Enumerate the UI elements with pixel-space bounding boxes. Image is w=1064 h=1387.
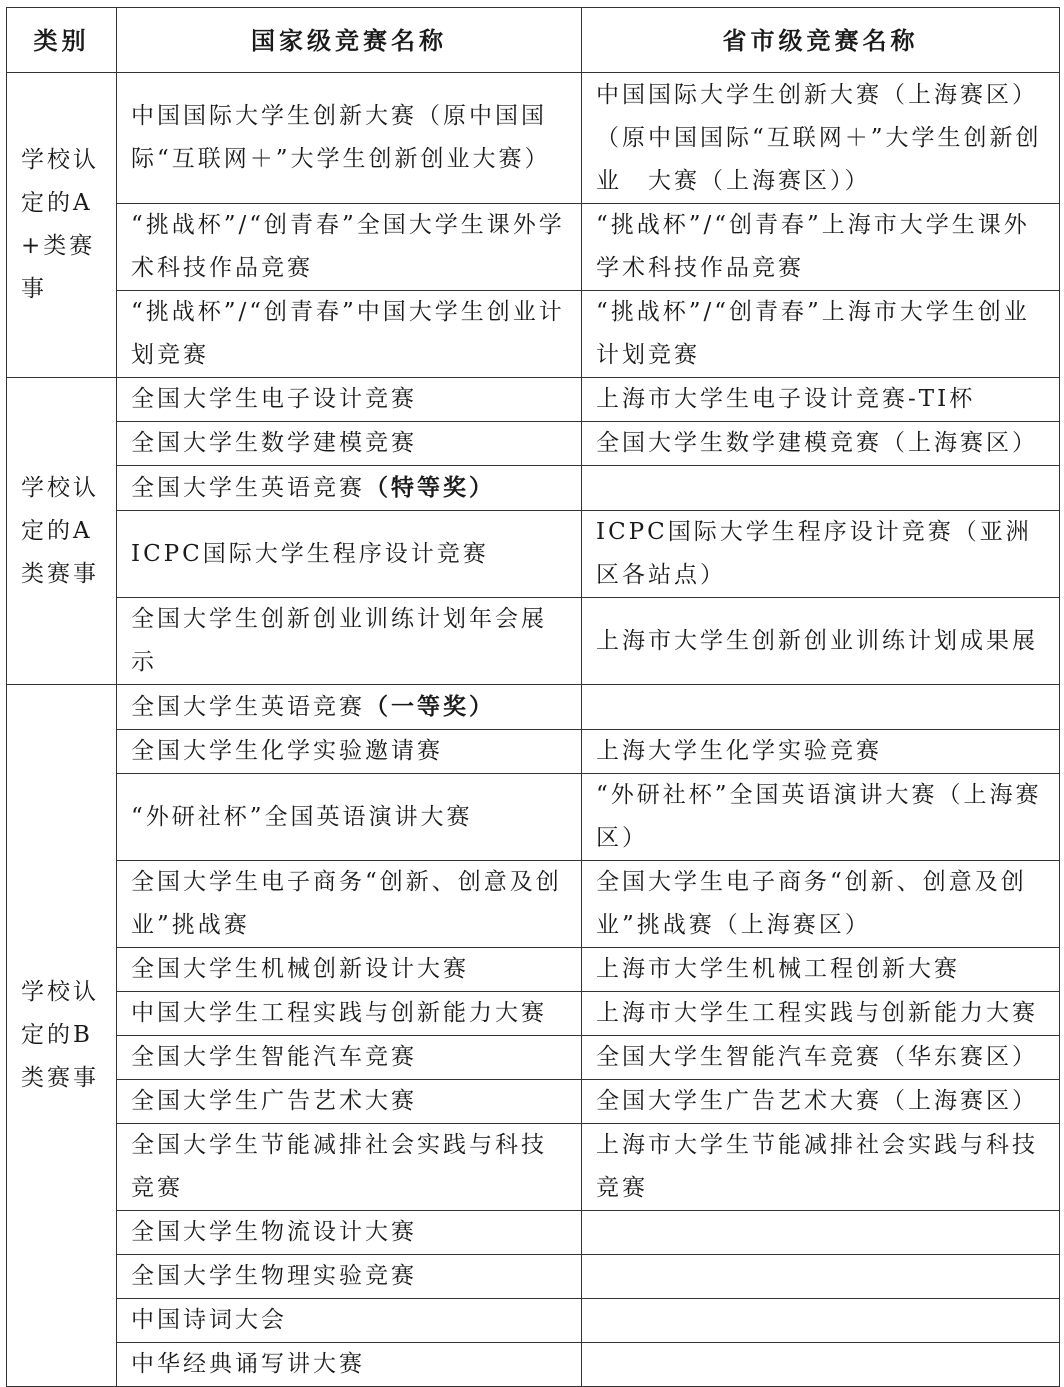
provincial-name: “挑战杯”/“创青春”上海市大学生创业计划竞赛	[582, 291, 1060, 378]
national-name: 全国大学生数学建模竞赛	[117, 422, 582, 466]
national-name: 全国大学生物理实验竞赛	[117, 1255, 582, 1299]
provincial-name: 全国大学生电子商务“创新、创意及创业”挑战赛（上海赛区）	[582, 861, 1060, 948]
table-row	[7, 422, 1060, 466]
national-name: 全国大学生节能减排社会实践与科技竞赛	[117, 1124, 582, 1211]
provincial-name: 全国大学生数学建模竞赛（上海赛区）	[582, 422, 1060, 466]
table-row	[7, 204, 1060, 291]
table-row	[7, 1080, 1060, 1124]
category-b: 学校认定的B类赛事	[7, 685, 117, 1387]
header-row	[7, 8, 1060, 73]
table-row	[7, 1255, 1060, 1299]
table-row	[7, 861, 1060, 948]
provincial-name	[582, 1255, 1060, 1299]
table-row	[7, 948, 1060, 992]
national-name: 全国大学生电子商务“创新、创意及创业”挑战赛	[117, 861, 582, 948]
provincial-name: 全国大学生广告艺术大赛（上海赛区）	[582, 1080, 1060, 1124]
table-row	[7, 1299, 1060, 1343]
provincial-name: 中国国际大学生创新大赛（上海赛区）（原中国国际“互联网＋”大学生创新创业 大赛（上海赛区））	[582, 73, 1060, 204]
provincial-name: “挑战杯”/“创青春”上海市大学生课外学术科技作品竞赛	[582, 204, 1060, 291]
national-name: “挑战杯”/“创青春”中国大学生创业计划竞赛	[117, 291, 582, 378]
provincial-name: 上海市大学生工程实践与创新能力大赛	[582, 992, 1060, 1036]
category-a-plus: 学校认定的A+类赛事	[7, 73, 117, 378]
national-name: 全国大学生电子设计竞赛	[117, 378, 582, 422]
national-name: 全国大学生广告艺术大赛	[117, 1080, 582, 1124]
national-name: 全国大学生英语竞赛（特等奖）	[117, 466, 582, 511]
national-name: 全国大学生英语竞赛（一等奖）	[117, 685, 582, 730]
provincial-name: 上海大学生化学实验竞赛	[582, 730, 1060, 774]
table-row	[7, 598, 1060, 685]
provincial-name	[582, 1211, 1060, 1255]
national-name: “挑战杯”/“创青春”全国大学生课外学术科技作品竞赛	[117, 204, 582, 291]
table-row	[7, 1343, 1060, 1387]
table-row	[7, 992, 1060, 1036]
provincial-name: 全国大学生智能汽车竞赛（华东赛区）	[582, 1036, 1060, 1080]
national-name: 全国大学生化学实验邀请赛	[117, 730, 582, 774]
table-row	[7, 291, 1060, 378]
table-row	[7, 466, 1060, 511]
national-name: “外研社杯”全国英语演讲大赛	[117, 774, 582, 861]
competition-table	[6, 7, 1060, 1387]
table-row	[7, 685, 1060, 730]
header-category: 类别	[7, 8, 117, 73]
provincial-name	[582, 466, 1060, 511]
header-national: 国家级竞赛名称	[117, 8, 582, 73]
national-name: 中国诗词大会	[117, 1299, 582, 1343]
provincial-name	[582, 1299, 1060, 1343]
table-row	[7, 378, 1060, 422]
table-row	[7, 73, 1060, 204]
table-row	[7, 511, 1060, 598]
national-name: 中华经典诵写讲大赛	[117, 1343, 582, 1387]
table-row	[7, 1124, 1060, 1211]
national-name: 全国大学生物流设计大赛	[117, 1211, 582, 1255]
header-provincial: 省市级竞赛名称	[582, 8, 1060, 73]
national-name: 全国大学生创新创业训练计划年会展示	[117, 598, 582, 685]
table-row	[7, 774, 1060, 861]
provincial-name: 上海市大学生电子设计竞赛-TI杯	[582, 378, 1060, 422]
national-name: 全国大学生智能汽车竞赛	[117, 1036, 582, 1080]
national-name: 全国大学生机械创新设计大赛	[117, 948, 582, 992]
provincial-name	[582, 1343, 1060, 1387]
national-name: 中国国际大学生创新大赛（原中国国际“互联网＋”大学生创新创业大赛）	[117, 73, 582, 204]
table-row	[7, 730, 1060, 774]
provincial-name	[582, 685, 1060, 730]
table-row	[7, 1211, 1060, 1255]
provincial-name: 上海市大学生机械工程创新大赛	[582, 948, 1060, 992]
provincial-name: ICPC国际大学生程序设计竞赛（亚洲区各站点）	[582, 511, 1060, 598]
provincial-name: “外研社杯”全国英语演讲大赛（上海赛区）	[582, 774, 1060, 861]
national-name: 中国大学生工程实践与创新能力大赛	[117, 992, 582, 1036]
national-name: ICPC国际大学生程序设计竞赛	[117, 511, 582, 598]
provincial-name: 上海市大学生创新创业训练计划成果展	[582, 598, 1060, 685]
table-row	[7, 1036, 1060, 1080]
category-a: 学校认定的A类赛事	[7, 378, 117, 685]
provincial-name: 上海市大学生节能减排社会实践与科技竞赛	[582, 1124, 1060, 1211]
